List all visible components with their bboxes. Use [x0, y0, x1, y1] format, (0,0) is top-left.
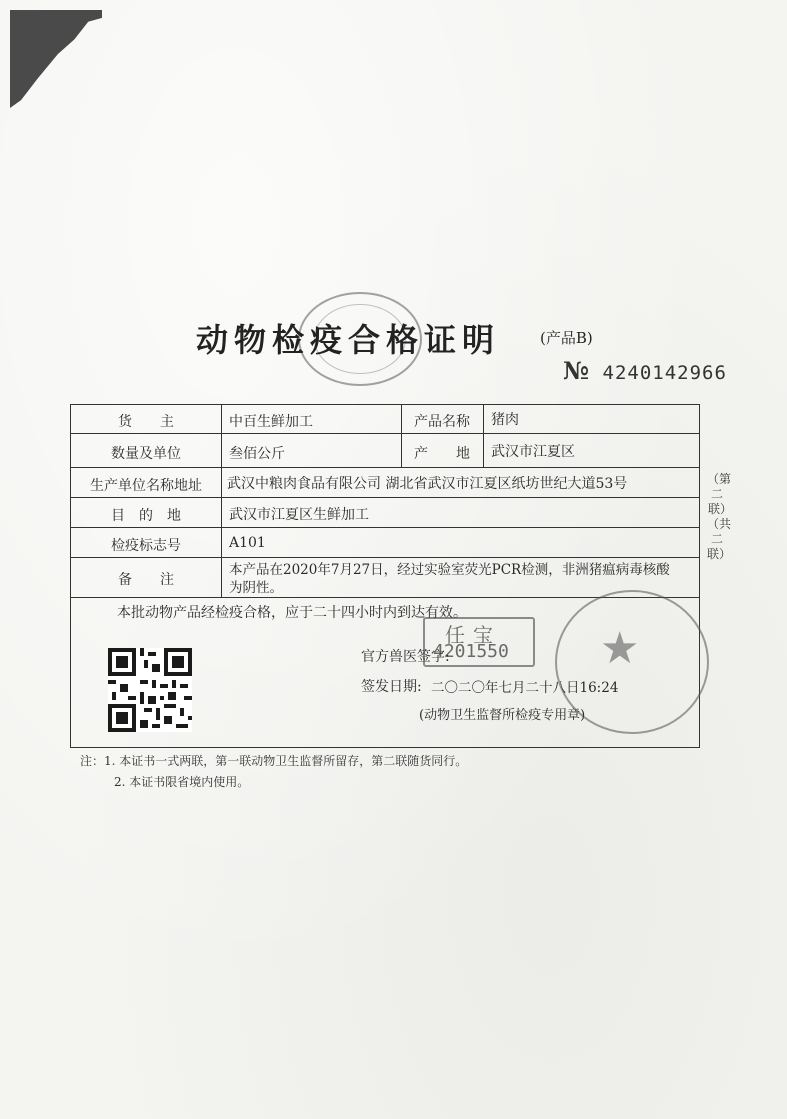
destination-label: 目 的 地	[111, 508, 181, 524]
remarks-label: 备 注	[118, 572, 174, 588]
origin-label: 产 地	[414, 446, 470, 462]
origin-value: 武汉市江夏区	[491, 444, 575, 460]
producer-label: 生产单位名称地址	[90, 478, 202, 494]
page-title: 动物检疫合格证明	[196, 321, 501, 359]
note-line-1: 注：1. 本证书一式两联，第一联动物卫生监督所留存，第二联随货同行。	[80, 754, 468, 768]
page-subtitle: (产品B)	[540, 329, 593, 347]
owner-value: 中百生鲜加工	[229, 414, 313, 430]
mark-value: A101	[229, 535, 266, 551]
note-line-2: 2. 本证书限省境内使用。	[114, 775, 250, 789]
serial-value: 4240142966	[602, 362, 727, 384]
remarks-line1: 本产品在2020年7月27日，经过实验室荧光PCR检测，非洲猪瘟病毒核酸	[229, 562, 670, 578]
seal-caption: (动物卫生监督所检疫专用章)	[419, 708, 586, 723]
copy-side-label: （第二联）（共二联）	[707, 472, 732, 561]
producer-value: 武汉中粮肉食品有限公司 湖北省武汉市江夏区纸坊世纪大道53号	[227, 476, 628, 492]
vet-sign-label: 官方兽医签字:	[361, 649, 450, 665]
owner-label: 货 主	[118, 414, 174, 430]
date-value: 二〇二〇年七月二十八日16:24	[431, 680, 619, 696]
destination-value: 武汉市江夏区生鲜加工	[229, 507, 369, 523]
mark-label: 检疫标志号	[111, 538, 181, 554]
remarks-line2: 为阴性。	[229, 580, 283, 596]
product-value: 猪肉	[491, 412, 519, 428]
vet-stamp-name: 任宝	[445, 623, 501, 647]
serial-prefix: №	[563, 356, 591, 385]
vet-name-stamp	[423, 617, 535, 667]
qr-code-icon	[108, 648, 192, 732]
date-label: 签发日期:	[361, 679, 422, 695]
quantity-value: 叁佰公斤	[229, 446, 285, 462]
product-label: 产品名称	[414, 414, 470, 430]
serial-number	[563, 356, 727, 385]
certification-statement: 本批动物产品经检疫合格，应于二十四小时内到达有效。	[117, 605, 467, 621]
seal-star-icon: ★	[600, 623, 640, 674]
vet-stamp-number: 4201550	[433, 641, 509, 662]
quantity-label: 数量及单位	[111, 446, 181, 462]
